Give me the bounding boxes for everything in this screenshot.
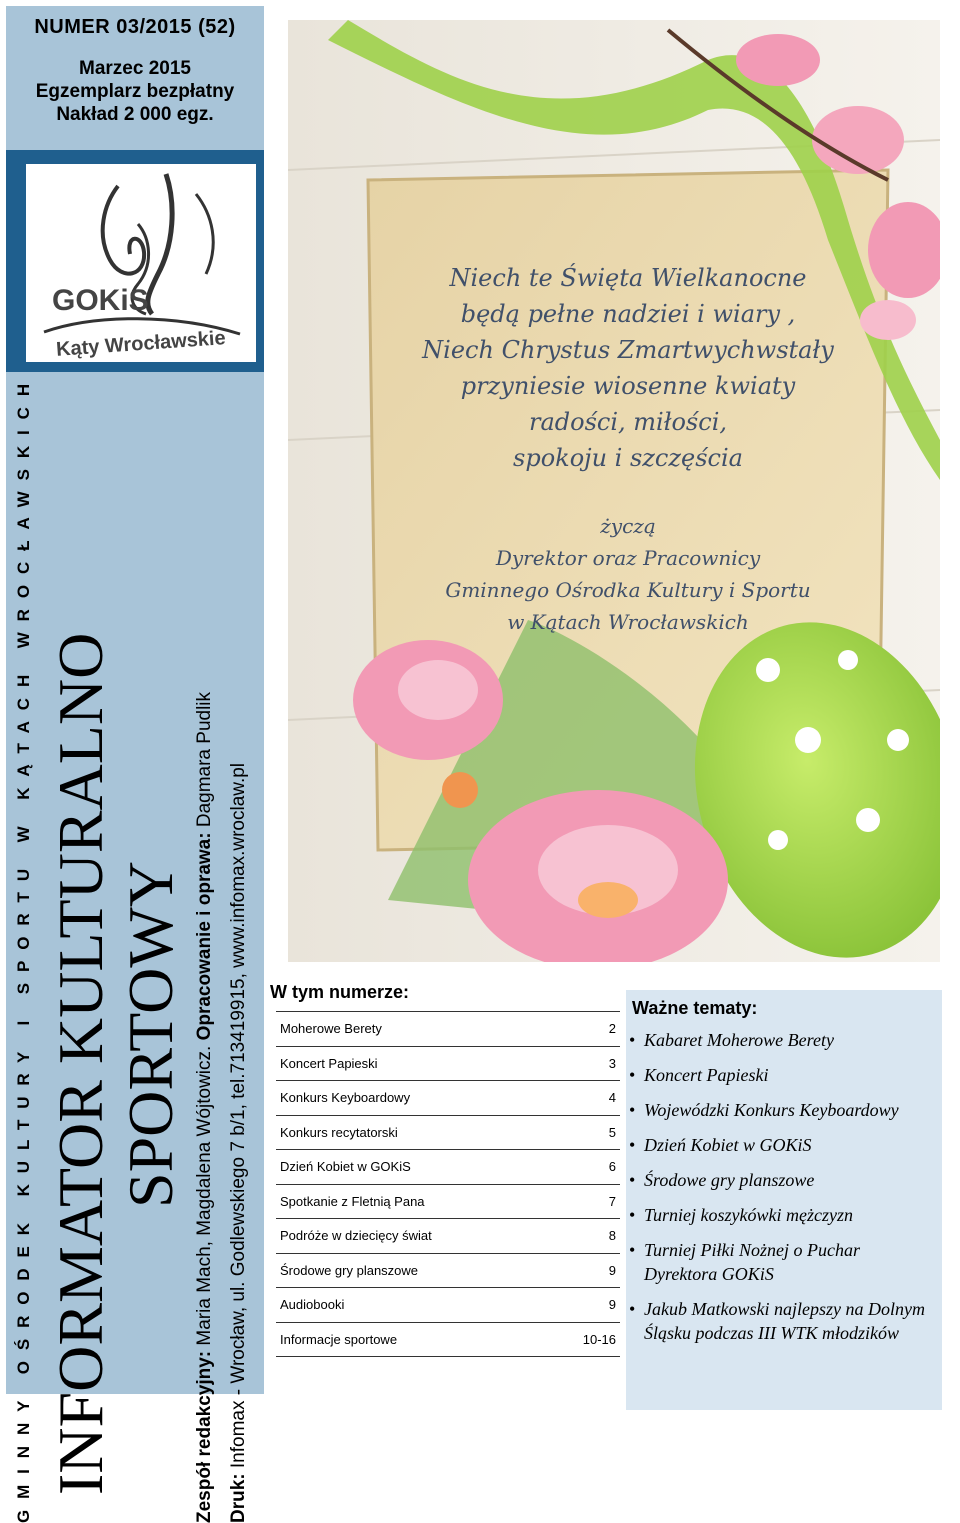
editors-label: Zespół redakcyjny: [194,1350,215,1523]
list-item: • Wojewódzki Konkurs Keyboardowy [644,1098,934,1122]
sidebar [6,372,264,1523]
list-item: • Jakub Matkowski najlepszy na Dolnym Śląsku podczas III WTK młodzików [644,1297,934,1345]
contents-page: 6 [562,1150,620,1185]
publication-title-line2: SPORTOWY [115,860,186,1208]
greeting-line: spokoju i szczęścia [513,444,743,472]
contents-page: 4 [562,1081,620,1116]
issue-meta [6,57,264,126]
table-row[interactable] [276,1219,620,1254]
editorial-team [194,692,216,1523]
organization-name: GMINNY OŚRODEK KULTURY I SPORTU W KĄTACH WROCŁAWSKICH [14,372,33,1523]
contents-label: Koncert Papieski [276,1046,562,1081]
contents-page: 2 [562,1012,620,1047]
contents-page: 7 [562,1184,620,1219]
list-item: • Środowe gry planszowe [644,1168,934,1192]
printer-info [228,763,250,1523]
list-item: • Turniej koszykówki mężczyzn [644,1203,934,1227]
contents-label: Środowe gry planszowe [276,1253,562,1288]
list-item: • Kabaret Moherowe Berety [644,1028,934,1052]
easter-scene-icon [288,20,940,962]
easter-greeting [398,260,858,476]
greeting-line: przyniesie wiosenne kwiaty [460,372,796,400]
editors-names: Maria Mach, Magdalena Wójtowicz. [194,1045,215,1346]
issue-date: Marzec 2015 [79,58,191,79]
logo-name: GOKiS [52,284,149,317]
important-topics [626,990,942,1410]
dancer-logo-icon [26,164,256,362]
logo-place: Kąty Wrocławskie [55,327,227,361]
signature-line: w Kątach Wrocławskich [507,610,749,634]
contents-table [276,1011,620,1357]
copy-note: Egzemplarz bezpłatny [35,81,235,102]
contents-page: 9 [562,1253,620,1288]
circulation: Nakład 2 000 egz. [56,104,214,125]
contents-label: Moherowe Berety [276,1012,562,1047]
contents-label: Podróże w dziecięcy świat [276,1219,562,1254]
table-row[interactable] [276,1184,620,1219]
list-item: • Dzień Kobiet w GOKiS [644,1133,934,1157]
table-row[interactable] [276,1150,620,1185]
table-row[interactable] [276,1322,620,1357]
contents-label: Konkurs Keyboardowy [276,1081,562,1116]
greeting-line: Niech te Święta Wielkanocne [449,264,807,292]
contents-label: Informacje sportowe [276,1322,562,1357]
contents-page: 10-16 [562,1322,620,1357]
signature-line: Dyrektor oraz Pracownicy [495,546,761,570]
greeting-signature [398,510,858,638]
print-by: Infomax - Wrocław, ul. Godlewskiego 7 b/1, tel.713419915, www.infomax.wroclaw.pl [228,762,249,1469]
logo-frame [6,150,264,372]
publication-title-line1: INFORMATOR KULTURALNO [45,632,116,1495]
contents-page: 5 [562,1115,620,1150]
contents-label: Spotkanie z Fletnią Pana [276,1184,562,1219]
contents-title: W tym numerze: [270,982,410,1002]
list-item: • Turniej Piłki Nożnej o Puchar Dyrektora GOKiS [644,1238,934,1286]
layout-label: Opracowanie i oprawa: [194,832,215,1041]
list-item: • Koncert Papieski [644,1063,934,1087]
easter-photo [288,20,940,962]
layout-by: Dagmara Pudlik [194,691,215,828]
table-row[interactable] [276,1253,620,1288]
contents-page: 9 [562,1288,620,1323]
greeting-line: radości, miłości, [528,408,727,436]
table-row[interactable] [276,1115,620,1150]
contents-label: Konkurs recytatorski [276,1115,562,1150]
table-row[interactable] [276,1012,620,1047]
greeting-line: Niech Chrystus Zmartwychwstały [422,336,834,364]
table-row[interactable] [276,1046,620,1081]
print-label: Druk: [228,1473,249,1523]
contents-label: Audiobooki [276,1288,562,1323]
contents-page: 3 [562,1046,620,1081]
contents-label: Dzień Kobiet w GOKiS [276,1150,562,1185]
topics-title: Ważne tematy: [632,998,758,1018]
greeting-line: będą pełne nadziei i wiary , [460,300,796,328]
contents-page: 8 [562,1219,620,1254]
table-row[interactable] [276,1288,620,1323]
signature-line: życzą [600,514,656,538]
topics-list [626,1028,934,1356]
issue-number: NUMER 03/2015 (52) [34,16,236,38]
signature-line: Gminnego Ośrodka Kultury i Sportu [445,578,811,602]
masthead [6,6,264,150]
table-row[interactable] [276,1081,620,1116]
gokis-logo [26,164,256,362]
